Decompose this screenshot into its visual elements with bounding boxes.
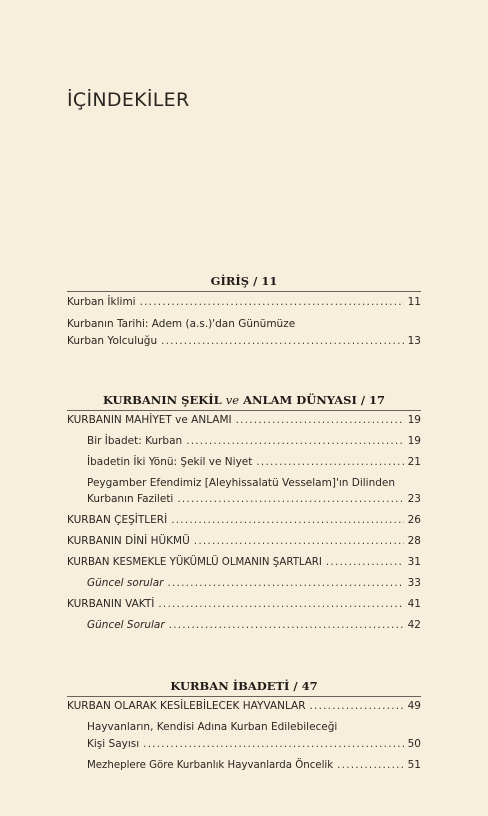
toc-entry[interactable] xyxy=(67,514,421,527)
toc-entry-page: 49 xyxy=(407,700,421,712)
dot-leader xyxy=(186,435,403,448)
dot-leader xyxy=(326,556,404,569)
toc-entry-page: 31 xyxy=(407,556,421,568)
toc-entry[interactable] xyxy=(87,759,421,772)
toc-entry-label: KURBANIN DİNİ HÜKMÜ xyxy=(67,535,190,547)
section-rule xyxy=(67,696,421,697)
toc-entry-page: 51 xyxy=(407,759,421,771)
toc-entry[interactable] xyxy=(67,598,421,611)
section-heading-sekil-anlam xyxy=(67,393,421,407)
toc-entry-label: KURBAN KESMEKLE YÜKÜMLÜ OLMANIN ŞARTLARI xyxy=(67,557,322,568)
toc-entry-label: İbadetin İki Yönü: Şekil ve Niyet xyxy=(87,456,253,468)
toc-entry[interactable] xyxy=(87,577,421,590)
dot-leader xyxy=(167,577,403,590)
toc-entry-label: Kişi Sayısı xyxy=(87,738,140,750)
dot-leader xyxy=(337,759,403,772)
toc-entry-label: Kurban İklimi xyxy=(67,296,136,308)
toc-entry-page: 41 xyxy=(407,598,421,610)
toc-entry-label: Bir İbadet: Kurban xyxy=(87,435,183,447)
toc-entry-page: 19 xyxy=(407,435,421,447)
toc-entry-label: KURBANIN MAHİYET ve ANLAMI xyxy=(67,414,232,426)
dot-leader xyxy=(310,700,404,713)
dot-leader xyxy=(256,456,403,469)
toc-entry-label: Mezheplere Göre Kurbanlık Hayvanlarda Öncelik xyxy=(87,760,334,771)
toc-entry[interactable] xyxy=(87,619,421,632)
toc-entry-label: Güncel Sorular xyxy=(87,619,165,631)
toc-entry-page: 19 xyxy=(407,414,421,426)
section-heading-giris: GİRİŞ / 11 xyxy=(210,274,278,288)
section-rule xyxy=(67,291,421,292)
dot-leader xyxy=(169,619,404,632)
toc-entry[interactable] xyxy=(87,477,421,506)
toc-entry-page: 33 xyxy=(407,577,421,589)
toc-entry-label-line1: Kurbanın Tarihi: Adem (a.s.)'dan Günümüze xyxy=(67,318,296,330)
dot-leader xyxy=(143,738,403,751)
section-rule xyxy=(67,410,421,411)
dot-leader xyxy=(140,296,404,309)
toc-entry-page: 13 xyxy=(407,335,421,347)
dot-leader xyxy=(177,493,403,506)
dot-leader xyxy=(161,335,404,348)
toc-entry[interactable] xyxy=(67,535,421,548)
toc-entry[interactable] xyxy=(87,721,421,751)
toc-entry-label: KURBAN OLARAK KESİLEBİLECEK HAYVANLAR xyxy=(67,700,306,712)
toc-entry[interactable] xyxy=(67,700,421,713)
toc-entry-page: 11 xyxy=(407,296,421,308)
toc-entry-label: KURBANIN VAKTİ xyxy=(67,598,155,610)
dot-leader xyxy=(236,414,404,427)
toc-entry-label: Kurbanın Fazileti xyxy=(87,493,174,505)
dot-leader xyxy=(158,598,403,611)
toc-entry[interactable] xyxy=(67,414,421,427)
dot-leader xyxy=(171,514,403,527)
toc-entry-page: 23 xyxy=(407,493,421,505)
toc-entry-page: 26 xyxy=(407,514,421,526)
toc-entry-page: 28 xyxy=(407,535,421,547)
section-heading-rest: ANLAM DÜNYASI / 17 xyxy=(243,393,386,407)
toc-entry[interactable] xyxy=(87,456,421,469)
section-heading-ve: ve xyxy=(225,393,240,407)
toc-entry[interactable] xyxy=(67,296,421,309)
toc-entry[interactable] xyxy=(67,318,421,348)
toc-entry-label: KURBAN ÇEŞİTLERİ xyxy=(67,514,168,526)
section-heading-main: KURBANIN ŞEKİL xyxy=(102,393,222,407)
toc-entry[interactable] xyxy=(87,435,421,448)
toc-entry-label: Güncel sorular xyxy=(87,577,164,589)
page-title: İÇİNDEKİLER xyxy=(67,89,190,111)
toc-entry-label: Kurban Yolculuğu xyxy=(67,335,158,347)
toc-entry-label-line1: Peygamber Efendimiz [Aleyhissalatü Vesselam]'ın Dilinden xyxy=(87,477,396,489)
dot-leader xyxy=(194,535,404,548)
toc-entry-page: 42 xyxy=(407,619,421,631)
toc-entry[interactable] xyxy=(67,556,421,569)
section-heading-kurban-ibadeti: KURBAN İBADETİ / 47 xyxy=(170,679,318,693)
toc-entry-label-line1: Hayvanların, Kendisi Adına Kurban Edilebileceği xyxy=(87,721,338,733)
toc-entry-page: 21 xyxy=(407,456,421,468)
toc-entry-page: 50 xyxy=(407,738,421,750)
